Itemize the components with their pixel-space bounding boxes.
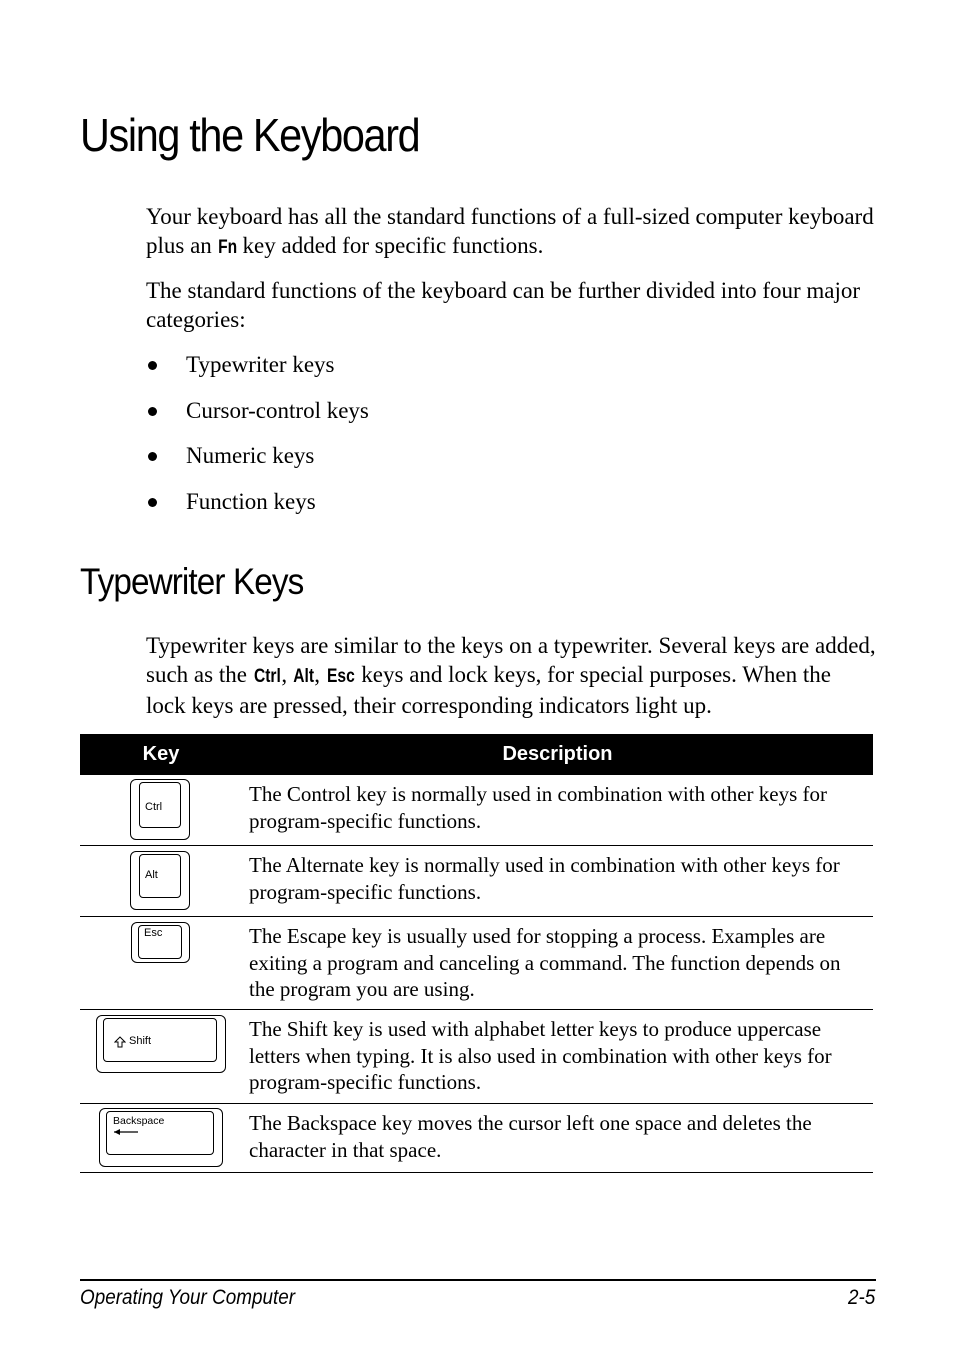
table-header: [80, 734, 873, 775]
list-item: [146, 395, 369, 441]
left-arrow-icon: [113, 1128, 139, 1136]
shift-arrow-icon: [114, 1036, 126, 1048]
key-label: Alt: [145, 869, 158, 881]
footer-chapter-title: Operating Your Computer: [80, 1286, 296, 1309]
backspace-key-icon: [99, 1108, 223, 1167]
row-description: The Shift key is used with alphabet letter keys to produce uppercase letters when typing. It is also used in combination with other keys for program-specific functions.: [249, 1017, 832, 1094]
intro-paragraph-1: [146, 202, 876, 262]
list-item-label: Numeric keys: [186, 443, 315, 468]
intro-text-1a: Your keyboard has all the standard functions of a full-sized computer keyboard plus an: [146, 204, 874, 258]
key-description-table: [80, 734, 873, 1173]
row-description: The Alternate key is normally used in combination with other keys for program-specific functions.: [249, 853, 840, 904]
key-label: Ctrl: [145, 801, 163, 813]
alt-key-icon: [130, 851, 190, 910]
separator: ,: [314, 662, 320, 687]
key-label: Backspace: [113, 1115, 165, 1127]
section-paragraph: [146, 631, 876, 720]
list-item-label: Cursor-control keys: [186, 397, 369, 423]
section-text-b: keys and lock keys, for special purposes. When the lock keys are pressed, their corresponding indicators light up.: [146, 662, 831, 718]
fn-key-label: Fn: [217, 237, 237, 258]
bullet-icon: [148, 361, 157, 370]
key-label: Esc: [144, 927, 163, 939]
bullet-icon: [148, 452, 157, 461]
bullet-icon: [148, 498, 157, 507]
page-title: Using the Keyboard: [80, 109, 420, 161]
row-description: The Control key is normally used in combination with other keys for program-specific functions.: [249, 782, 827, 833]
table-row: [80, 775, 873, 846]
row-description: The Backspace key moves the cursor left one space and deletes the character in that space.: [249, 1111, 812, 1162]
table-row: [80, 846, 873, 917]
intro-text-1b: key added for specific functions.: [242, 233, 544, 258]
list-item: [146, 349, 369, 395]
table-row: [80, 1010, 873, 1104]
page-number: 2-5: [848, 1286, 876, 1309]
header-key: Key: [142, 743, 180, 765]
ctrl-key-label: Ctrl: [253, 666, 281, 687]
section-title: Typewriter Keys: [80, 561, 304, 602]
shift-key-icon: [96, 1015, 226, 1073]
separator: ,: [281, 662, 288, 687]
section-text-a: Typewriter keys are similar to the keys on a typewriter. Several keys are added, such as the: [146, 633, 876, 687]
table-row: [80, 1104, 873, 1173]
ctrl-key-icon: [130, 779, 190, 840]
list-item-label: Typewriter keys: [186, 352, 335, 377]
footer-divider: [80, 1279, 876, 1281]
esc-key-icon: [131, 922, 190, 963]
list-item: [146, 440, 369, 486]
header-description: Description: [502, 743, 613, 765]
list-item-label: Function keys: [186, 488, 316, 514]
bullet-icon: [148, 407, 157, 416]
category-list: [146, 349, 369, 531]
row-description: The Escape key is usually used for stopping a process. Examples are exiting a program and canceling a command. The function depends on the program you are using.: [249, 924, 841, 1001]
alt-key-label: Alt: [293, 666, 314, 687]
key-label: Shift: [129, 1035, 152, 1047]
esc-key-label: Esc: [326, 666, 355, 687]
list-item: [146, 486, 369, 532]
intro-paragraph-2: The standard functions of the keyboard can be further divided into four major categories:: [146, 278, 861, 332]
table-row: [80, 917, 873, 1010]
